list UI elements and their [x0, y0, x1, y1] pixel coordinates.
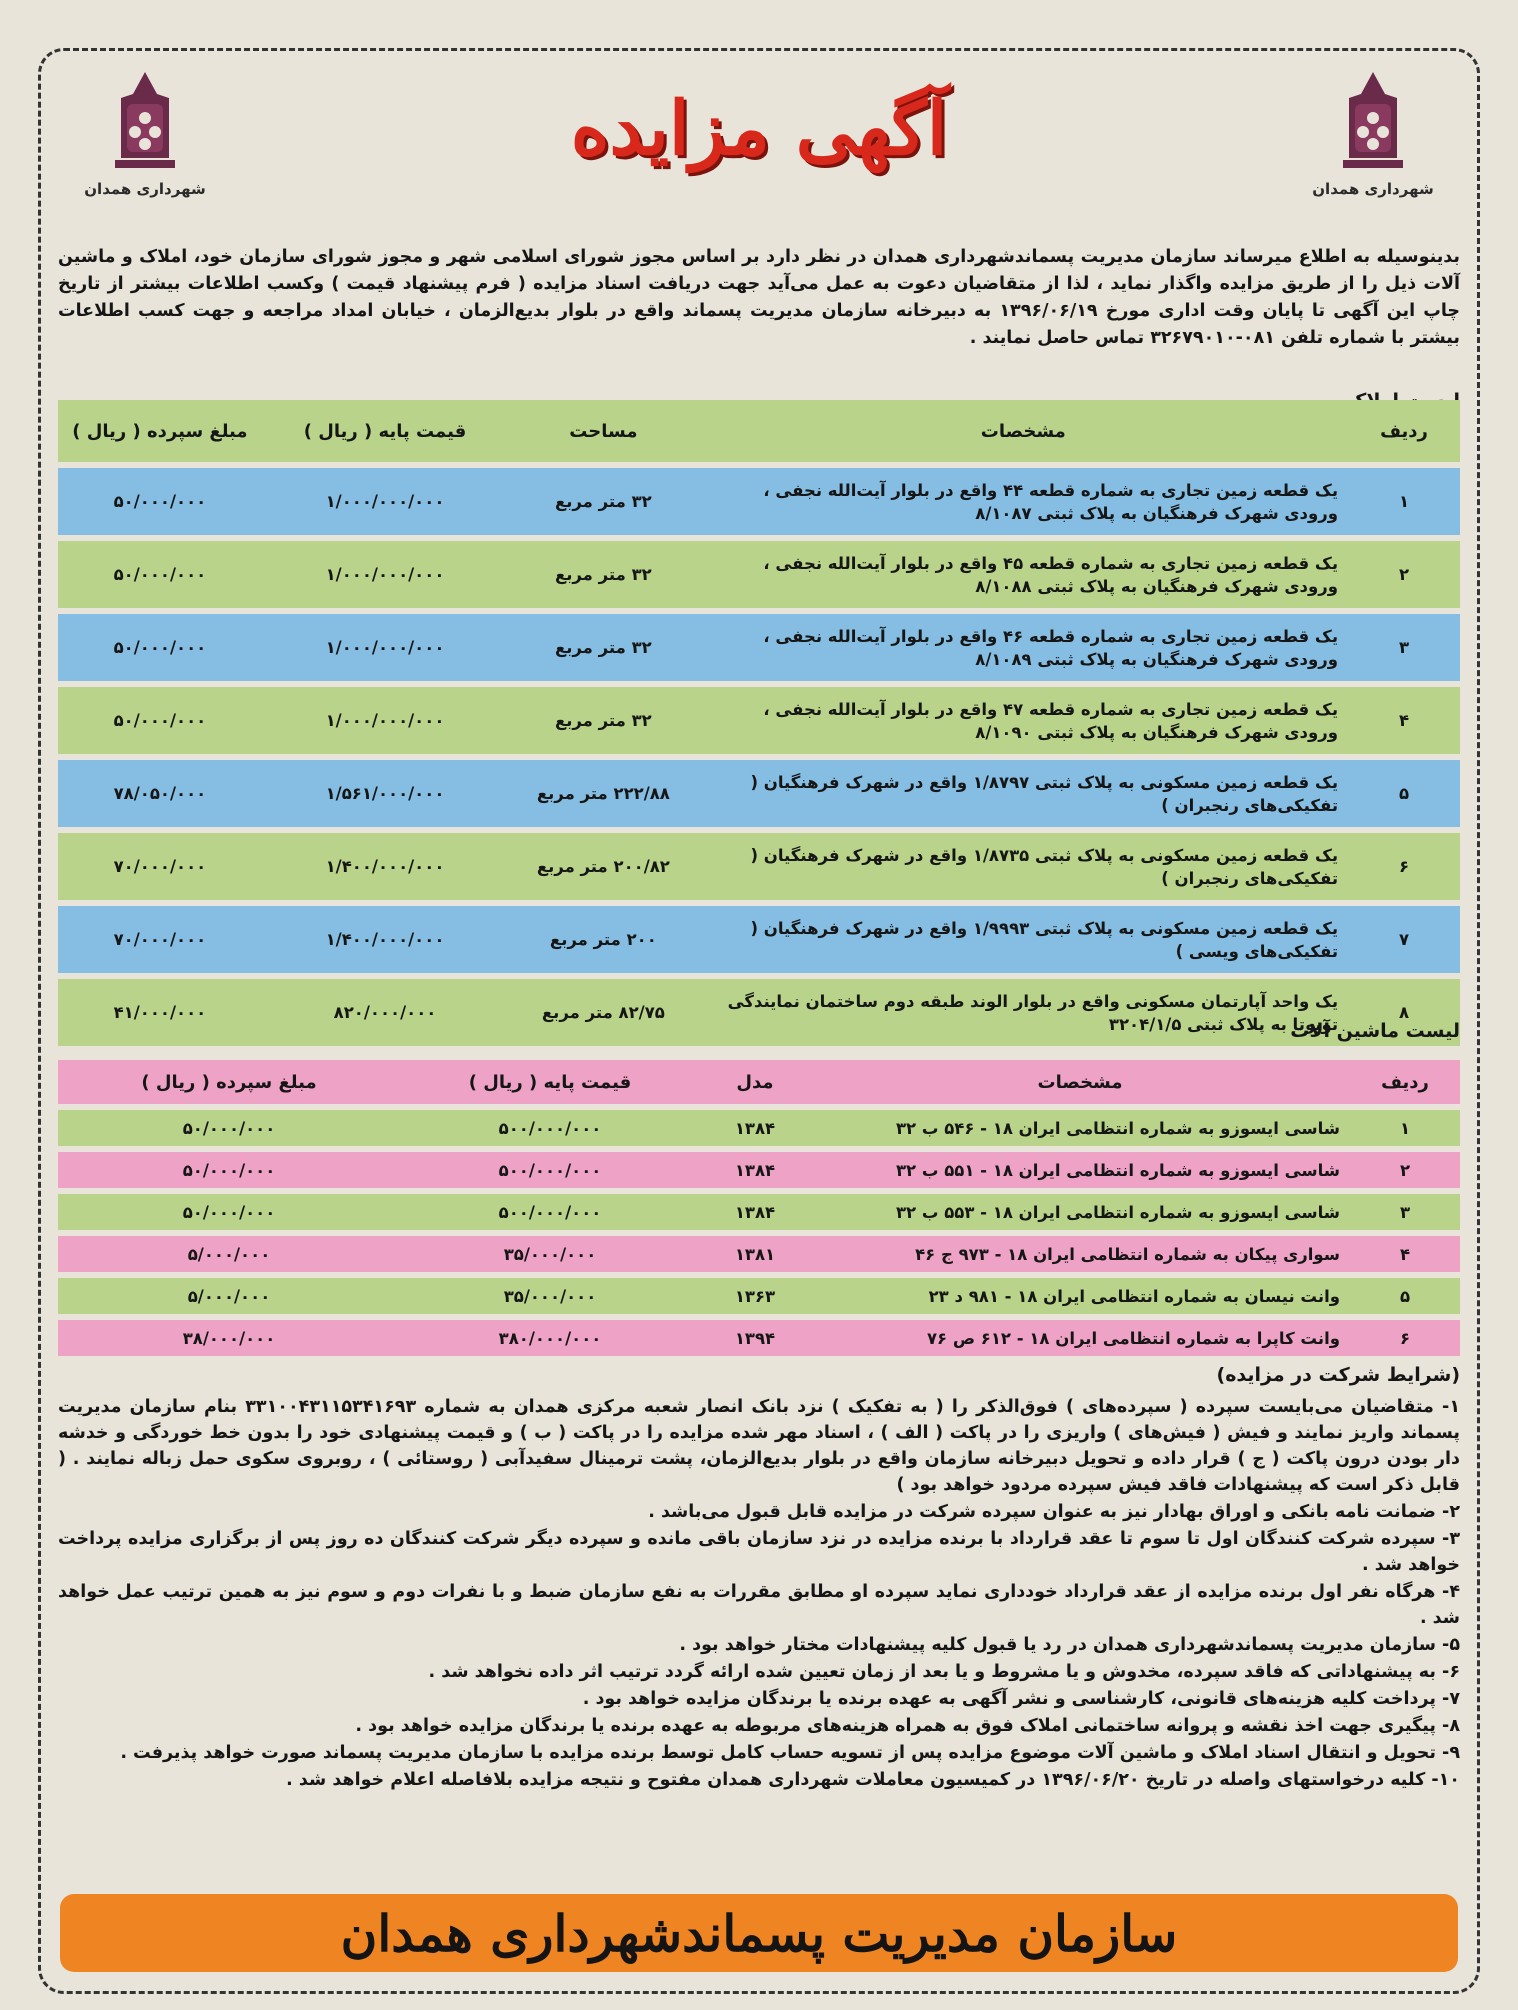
row-deposit: ۷۰/۰۰۰/۰۰۰ — [113, 857, 207, 876]
table-row — [58, 760, 1460, 827]
col-desc: مشخصات — [1037, 1071, 1123, 1093]
row-deposit: ۵۰/۰۰۰/۰۰۰ — [113, 638, 207, 657]
row-area: ۲۰۰ متر مربع — [549, 930, 657, 949]
row-area: ۳۲ متر مربع — [554, 492, 652, 511]
row-area: ۳۲ متر مربع — [554, 638, 652, 657]
row-number: ۶ — [1398, 857, 1410, 876]
condition-item: ۶- به پیشنهاداتی که فاقد سپرده، مخدوش و یا مشروط و یا بعد از زمان تعیین شده ارائه گردد ترتیب اثر داده نخواهد شد . — [428, 1662, 1460, 1682]
condition-item: ۴- هرگاه نفر اول برنده مزایده از عقد قرارداد خودداری نماید سپرده او مطابق مقررات به نفع سازمان ضبط و با نفرات دوم و سوم نیز به همین ترتیب عمل خواهد شد . — [58, 1582, 1460, 1628]
row-desc: یک قطعه زمین تجاری به شماره قطعه ۴۶ واقع در بلوار آیت‌الله نجفی ، ورودی شهرک فرهنگیان به پلاک ثبتی ۸/۱۰۸۹ — [763, 626, 1339, 669]
row-model: ۱۳۸۴ — [734, 1160, 776, 1180]
row-base-price: ۱/۴۰۰/۰۰۰/۰۰۰ — [325, 930, 445, 949]
row-base-price: ۵۰۰/۰۰۰/۰۰۰ — [498, 1160, 602, 1180]
row-deposit: ۵۰/۰۰۰/۰۰۰ — [113, 565, 207, 584]
properties-header-row — [58, 400, 1460, 462]
row-number: ۴ — [1398, 711, 1410, 730]
row-base-price: ۱/۴۰۰/۰۰۰/۰۰۰ — [325, 857, 445, 876]
intro-paragraph: بدینوسیله به اطلاع میرساند سازمان مدیریت پسماندشهرداری همدان در نظر دارد بر اساس مجوز شورای اسلامی شهر و مجوز شورای سازمان خود، املاک و ماشین آلات ذیل را از طریق مزایده واگذار نماید ، لذا از متقاضیان دعوت به عمل می‌آید جهت دریافت اسناد مزایده ( فرم پیشنهاد قیمت ) وکسب اطلاعات بیشتر از تاریخ چاپ این آگهی تا پایان وقت اداری مورخ ۱۳۹۶/۰۶/۱۹ به دبیرخانه سازمان مدیریت پسماند واقع در بلوار بدیع‌الزمان ، خیابان امداد مراجعه و جهت کسب اطلاعات بیشتر با شماره تلفن ۰۸۱-۳۲۶۷۹۰۱۰ تماس حاصل نمایند . — [58, 247, 1461, 348]
condition-item: ۳- سپرده شرکت کنندگان اول تا سوم تا عقد قرارداد با برنده مزایده در نزد سازمان باقی مانده و سپرده دیگر شرکت کنندگان ده روز پس از برگزاری مزایده پرداخت خواهد شد . — [58, 1529, 1460, 1575]
row-number: ۳ — [1398, 638, 1410, 657]
row-desc: یک واحد آپارتمان مسکونی واقع در بلوار الوند طبقه دوم ساختمان نمایندگی تویوتا به پلاک ثبتی ۳۲۰۴/۱/۵ — [727, 991, 1339, 1034]
row-number: ۵ — [1399, 1286, 1411, 1306]
row-area: ۳۲ متر مربع — [554, 711, 652, 730]
row-desc: سواری پیکان به شماره انتظامی ایران ۱۸ - ۹۷۳ ج ۴۶ — [915, 1244, 1340, 1264]
row-model: ۱۳۸۴ — [734, 1202, 776, 1222]
row-area: ۲۰۰/۸۲ متر مربع — [536, 857, 670, 876]
table-row — [58, 906, 1460, 973]
row-desc: شاسی ایسوزو به شماره انتظامی ایران ۱۸ - ۵۴۶ ب ۳۲ — [895, 1118, 1340, 1138]
row-area: ۳۲ متر مربع — [554, 565, 652, 584]
row-desc: یک قطعه زمین مسکونی به پلاک ثبتی ۱/۹۹۹۳ واقع در شهرک فرهنگیان ( تفکیکی‌های ویسی ) — [750, 918, 1339, 961]
col-base-price: قیمت پایه ( ریال ) — [303, 420, 467, 442]
header — [48, 56, 1470, 226]
row-deposit: ۵/۰۰۰/۰۰۰ — [187, 1286, 271, 1306]
condition-item: ۷- پرداخت کلیه هزینه‌های قانونی، کارشناسی و نشر آگهی به عهده برنده یا برندگان مزایده خواهد بود . — [582, 1689, 1460, 1709]
condition-item: ۹- تحویل و انتقال اسناد املاک و ماشین آلات موضوع مزایده پس از تسویه حساب کامل توسط برنده مزایده با سازمان مدیریت پسماند صورت خواهد پذیرفت . — [120, 1743, 1460, 1763]
condition-item: ۵- سازمان مدیریت پسماندشهرداری همدان در رد یا قبول کلیه پیشنهادات مختار خواهد بود . — [679, 1635, 1460, 1655]
row-base-price: ۳۵/۰۰۰/۰۰۰ — [503, 1286, 597, 1306]
col-area: مساحت — [569, 420, 638, 442]
condition-item: ۱- متقاضیان می‌بایست سپرده ( سپرده‌های ) فوق‌الذکر را ( به تفکیک ) نزد بانک انصار شعبه مرکزی همدان به شماره ۳۳۱۰۰۴۳۱۱۵۳۴۱۶۹۳ بنام سازمان مدیریت پسماند واریز نمایند و فیش ( فیش‌های ) واریزی را در پاکت ( الف ) ، اسناد مهر شده مزایده را در پاکت ( ب ) و قیمت پیشنهادی خود را بدون خط خوردگی و خدشه دار بودن درون پاکت ( ج ) قرار داده و تحویل دبیرخانه سازمان واقع در بلوار بدیع‌الزمان، پشت ترمینال سفیدآبی ( روستائی ) ، روبروی سکوی حمل زباله نمایند . ( قابل ذکر است که پیشنهادات فاقد فیش سپرده مردود خواهد بود ) — [58, 1397, 1460, 1495]
row-base-price: ۱/۰۰۰/۰۰۰/۰۰۰ — [325, 565, 445, 584]
table-row — [58, 979, 1460, 1046]
col-row: ردیف — [1380, 420, 1428, 442]
row-number: ۱ — [1399, 1118, 1411, 1138]
municipality-logo-left — [70, 68, 220, 198]
row-model: ۱۳۶۳ — [734, 1286, 776, 1306]
row-base-price: ۸۲۰/۰۰۰/۰۰۰ — [333, 1003, 437, 1022]
machinery-label: لیست ماشین آلات — [1290, 1020, 1460, 1042]
row-deposit: ۳۸/۰۰۰/۰۰۰ — [182, 1328, 276, 1348]
col-desc: مشخصات — [980, 420, 1066, 442]
row-desc: یک قطعه زمین تجاری به شماره قطعه ۴۴ واقع در بلوار آیت‌الله نجفی ، ورودی شهرک فرهنگیان به پلاک ثبتی ۸/۱۰۸۷ — [763, 480, 1339, 523]
row-desc: شاسی ایسوزو به شماره انتظامی ایران ۱۸ - ۵۵۳ ب ۳۲ — [895, 1202, 1340, 1222]
row-model: ۱۳۹۴ — [734, 1328, 776, 1348]
table-row — [58, 1152, 1460, 1188]
row-number: ۵ — [1398, 784, 1410, 803]
col-deposit: مبلغ سپرده ( ریال ) — [72, 420, 248, 442]
footer-banner: سازمان مدیریت پسماندشهرداری همدان — [60, 1894, 1458, 1972]
table-row — [58, 833, 1460, 900]
logo-caption: شهرداری همدان — [1312, 180, 1434, 198]
row-number: ۷ — [1398, 930, 1410, 949]
row-deposit: ۵/۰۰۰/۰۰۰ — [187, 1244, 271, 1264]
row-deposit: ۵۰/۰۰۰/۰۰۰ — [182, 1118, 276, 1138]
row-desc: یک قطعه زمین تجاری به شماره قطعه ۴۵ واقع در بلوار آیت‌الله نجفی ، ورودی شهرک فرهنگیان به پلاک ثبتی ۸/۱۰۸۸ — [763, 553, 1339, 596]
conditions-title: (شرایط شرکت در مزایده) — [1216, 1364, 1460, 1386]
table-row — [58, 687, 1460, 754]
auction-notice — [48, 56, 1470, 1986]
row-number: ۲ — [1399, 1160, 1411, 1180]
table-row — [58, 468, 1460, 535]
col-deposit: مبلغ سپرده ( ریال ) — [141, 1071, 317, 1093]
table-row — [58, 1278, 1460, 1314]
row-base-price: ۳۵/۰۰۰/۰۰۰ — [503, 1244, 597, 1264]
row-desc: وانت نیسان به شماره انتظامی ایران ۱۸ - ۹۸۱ د ۲۳ — [928, 1286, 1340, 1306]
row-base-price: ۱/۰۰۰/۰۰۰/۰۰۰ — [325, 711, 445, 730]
row-desc: یک قطعه زمین تجاری به شماره قطعه ۴۷ واقع در بلوار آیت‌الله نجفی ، ورودی شهرک فرهنگیان به پلاک ثبتی ۸/۱۰۹۰ — [763, 699, 1339, 742]
conditions-list — [58, 1394, 1460, 1794]
machinery-header-row — [58, 1060, 1460, 1104]
row-deposit: ۵۰/۰۰۰/۰۰۰ — [113, 711, 207, 730]
properties-table — [58, 394, 1460, 1052]
row-desc: یک قطعه زمین مسکونی به پلاک ثبتی ۱/۸۷۳۵ واقع در شهرک فرهنگیان ( تفکیکی‌های رنجبران ) — [750, 845, 1339, 888]
row-desc: وانت کاپرا به شماره انتظامی ایران ۱۸ - ۶۱۲ ص ۷۶ — [926, 1328, 1340, 1348]
condition-item: ۱۰- کلیه درخواستهای واصله در تاریخ ۱۳۹۶/۰۶/۲۰ در کمیسیون معاملات شهرداری همدان مفتوح و نتیجه مزایده بلافاصله اعلام خواهد شد . — [286, 1770, 1460, 1790]
row-area: ۸۲/۷۵ متر مربع — [541, 1003, 665, 1022]
row-base-price: ۳۸۰/۰۰۰/۰۰۰ — [498, 1328, 602, 1348]
row-base-price: ۵۰۰/۰۰۰/۰۰۰ — [498, 1118, 602, 1138]
row-deposit: ۵۰/۰۰۰/۰۰۰ — [113, 492, 207, 511]
page-title: آگهی مزایده — [570, 86, 948, 172]
row-deposit: ۷۰/۰۰۰/۰۰۰ — [113, 930, 207, 949]
logo-caption: شهرداری همدان — [84, 180, 206, 198]
row-model: ۱۳۸۴ — [734, 1118, 776, 1138]
row-deposit: ۵۰/۰۰۰/۰۰۰ — [182, 1202, 276, 1222]
condition-item: ۲- ضمانت نامه بانکی و اوراق بهادار نیز به عنوان سپرده شرکت در مزایده قابل قبول می‌باشد . — [648, 1502, 1460, 1522]
row-number: ۴ — [1399, 1244, 1411, 1264]
row-desc: شاسی ایسوزو به شماره انتظامی ایران ۱۸ - ۵۵۱ ب ۳۲ — [895, 1160, 1340, 1180]
row-base-price: ۱/۰۰۰/۰۰۰/۰۰۰ — [325, 638, 445, 657]
row-base-price: ۱/۵۶۱/۰۰۰/۰۰۰ — [325, 784, 445, 803]
row-number: ۸ — [1398, 1003, 1410, 1022]
row-deposit: ۴۱/۰۰۰/۰۰۰ — [113, 1003, 207, 1022]
table-row — [58, 614, 1460, 681]
table-row — [58, 1236, 1460, 1272]
row-deposit: ۷۸/۰۵۰/۰۰۰ — [113, 784, 207, 803]
row-area: ۲۲۲/۸۸ متر مربع — [536, 784, 670, 803]
row-number: ۶ — [1399, 1328, 1411, 1348]
row-model: ۱۳۸۱ — [734, 1244, 776, 1264]
table-row — [58, 541, 1460, 608]
col-base-price: قیمت پایه ( ریال ) — [468, 1071, 632, 1093]
row-deposit: ۵۰/۰۰۰/۰۰۰ — [182, 1160, 276, 1180]
row-number: ۳ — [1399, 1202, 1411, 1222]
table-row — [58, 1194, 1460, 1230]
row-base-price: ۱/۰۰۰/۰۰۰/۰۰۰ — [325, 492, 445, 511]
col-row: ردیف — [1381, 1071, 1429, 1093]
row-base-price: ۵۰۰/۰۰۰/۰۰۰ — [498, 1202, 602, 1222]
row-desc: یک قطعه زمین مسکونی به پلاک ثبتی ۱/۸۷۹۷ واقع در شهرک فرهنگیان ( تفکیکی‌های رنجبران ) — [750, 772, 1339, 815]
table-row — [58, 1320, 1460, 1356]
municipality-logo-icon — [105, 68, 185, 178]
machinery-table — [58, 1054, 1460, 1362]
table-row — [58, 1110, 1460, 1146]
row-number: ۱ — [1398, 492, 1410, 511]
properties-label: لیست املاک — [1346, 390, 1460, 412]
col-model: مدل — [736, 1071, 774, 1093]
condition-item: ۸- پیگیری جهت اخذ نقشه و پروانه ساختمانی املاک فوق به همراه هزینه‌های مربوطه به عهده برنده یا برندگان مزایده خواهد بود . — [355, 1716, 1460, 1736]
row-number: ۲ — [1398, 565, 1410, 584]
